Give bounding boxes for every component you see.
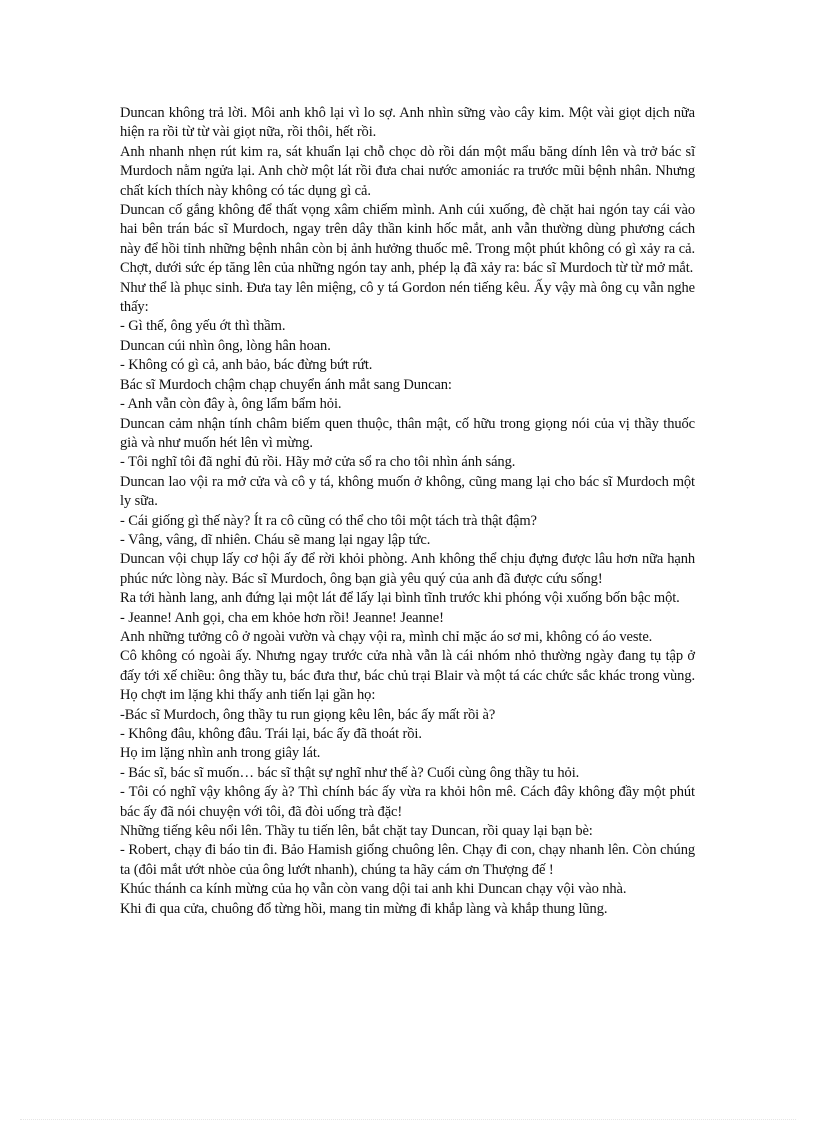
dialogue-line: -Bác sĩ Murdoch, ông thầy tu run giọng kêu lên, bác ấy mất rồi à? [120,706,496,723]
dialogue-line: - Không đâu, không đâu. Trái lại, bác ấy đã thoát rồi. [120,726,422,742]
dialogue-line: - Bác sĩ, bác sĩ muốn… bác sĩ thật sự nghĩ như thế à? Cuối cùng ông thầy tu hỏi. [120,764,580,781]
page-bottom-edge [20,1119,796,1120]
dialogue-line: - Jeanne! Anh gọi, cha em khỏe hơn rồi! Jeanne! Jeanne! [120,609,444,626]
paragraph: Duncan vội chụp lấy cơ hội ấy để rời khỏi phòng. Anh không thể chịu đựng được lâu hơn nữa hạnh phúc nức lòng này. Bác sĩ Murdoch, ông bạn già yêu quý của anh đã được cứu sống! [120,551,695,587]
dialogue-line: - Tôi nghĩ tôi đã nghỉ đủ rồi. Hãy mở cửa sổ ra cho tôi nhìn ánh sáng. [120,454,516,471]
paragraph: Những tiếng kêu nổi lên. Thầy tu tiến lên, bắt chặt tay Duncan, rồi quay lại bạn bè: [120,823,593,840]
paragraph: Anh những tưởng cô ở ngoài vườn và chạy vội ra, mình chỉ mặc áo sơ mi, không có áo veste. [120,628,653,645]
paragraph: Duncan không trả lời. Môi anh khô lại vì lo sợ. Anh nhìn sững vào cây kim. Một vài giọt dịch nữa hiện ra rồi từ từ vài giọt nữa, rồi thôi, hết rồi. [120,105,695,141]
dialogue-line: - Tôi có nghĩ vậy không ấy à? Thì chính bác ấy vừa ra khỏi hôn mê. Cách đây không đầy một phút bác ấy đã nói chuyện với tôi, đã đòi uống trà đặc! [120,784,695,820]
paragraph: Duncan cúi nhìn ông, lòng hân hoan. [120,337,331,354]
dialogue-line: - Cái giống gì thế này? Ít ra cô cũng có thể cho tôi một tách trà thật đậm? [120,512,537,529]
dialogue-line: - Không có gì cả, anh bảo, bác đừng bứt rứt. [120,357,373,374]
paragraph: Khi đi qua cửa, chuông đổ từng hồi, mang tin mừng đi khắp làng và khắp thung lũng. [120,900,608,917]
paragraph: Anh nhanh nhẹn rút kim ra, sát khuẩn lại chỗ chọc dò rồi dán một mẩu băng dính lên và trở bác sĩ Murdoch nằm ngửa lại. Anh chờ một lát rồi đưa chai nước amoniác ra trước mũi bệnh nhân. Nhưng chất kích thích này không có tác dụng gì cả. [120,143,695,199]
paragraph: Họ im lặng nhìn anh trong giây lát. [120,745,321,762]
paragraph: Cô không có ngoài ấy. Nhưng ngay trước cửa nhà vẫn là cái nhóm nhỏ thường ngày đang tụ tập ở đấy tới xế chiều: ông thầy tu, bác đưa thư, bác chủ trại Blair và một tá các chức sắc khác trong vùng. Họ chợt im lặng khi thấy anh tiến lại gần họ: [120,648,695,704]
paragraph: Bác sĩ Murdoch chậm chạp chuyển ánh mắt sang Duncan: [120,376,452,393]
dialogue-line: - Anh vẫn còn đây à, ông lẩm bẩm hỏi. [120,396,342,413]
dialogue-line: - Robert, chạy đi báo tin đi. Bảo Hamish giống chuông lên. Chạy đi con, chạy nhanh lên. Còn chúng ta (đôi mắt ướt nhòe của ông lướt nhanh), chúng ta hãy cám ơn Thượng đế ! [120,842,695,878]
paragraph: Duncan cảm nhận tính châm biếm quen thuộc, thân mật, cố hữu trong giọng nói của vị thầy thuốc già và như muốn hét lên vì mừng. [120,415,695,451]
body-text [120,104,695,919]
paragraph: Khúc thánh ca kính mừng của họ vẫn còn vang dội tai anh khi Duncan chạy vội vào nhà. [120,881,627,898]
dialogue-line: - Vâng, vâng, dĩ nhiên. Cháu sẽ mang lại ngay lập tức. [120,531,431,548]
dialogue-line: - Gì thế, ông yếu ớt thì thầm. [120,318,286,335]
paragraph: Như thể là phục sinh. Đưa tay lên miệng, cô y tá Gordon nén tiếng kêu. Ấy vậy mà ông cụ vẫn nghe thấy: [120,279,695,316]
paragraph: Ra tới hành lang, anh đứng lại một lát để lấy lại bình tĩnh trước khi phóng vội xuống bốn bậc một. [120,590,680,607]
paragraph: Duncan cố gắng không để thất vọng xâm chiếm mình. Anh cúi xuống, đè chặt hai ngón tay cái vào hai bên trán bác sĩ Murdoch, ngay trên dây thần kinh hốc mắt, anh vẫn thường dùng phương cách này để hồi tỉnh những bệnh nhân còn bị ảnh hưởng thuốc mê. Trong một phút không có gì xảy ra cả. Chợt, dưới sức ép tăng lên của những ngón tay anh, phép lạ đã xảy ra: bác sĩ Murdoch từ từ mở mắt. [120,202,695,277]
paragraph: Duncan lao vội ra mở cửa và cô y tá, không muốn ở không, cũng mang lại cho bác sĩ Murdoch một ly sữa. [120,473,695,510]
